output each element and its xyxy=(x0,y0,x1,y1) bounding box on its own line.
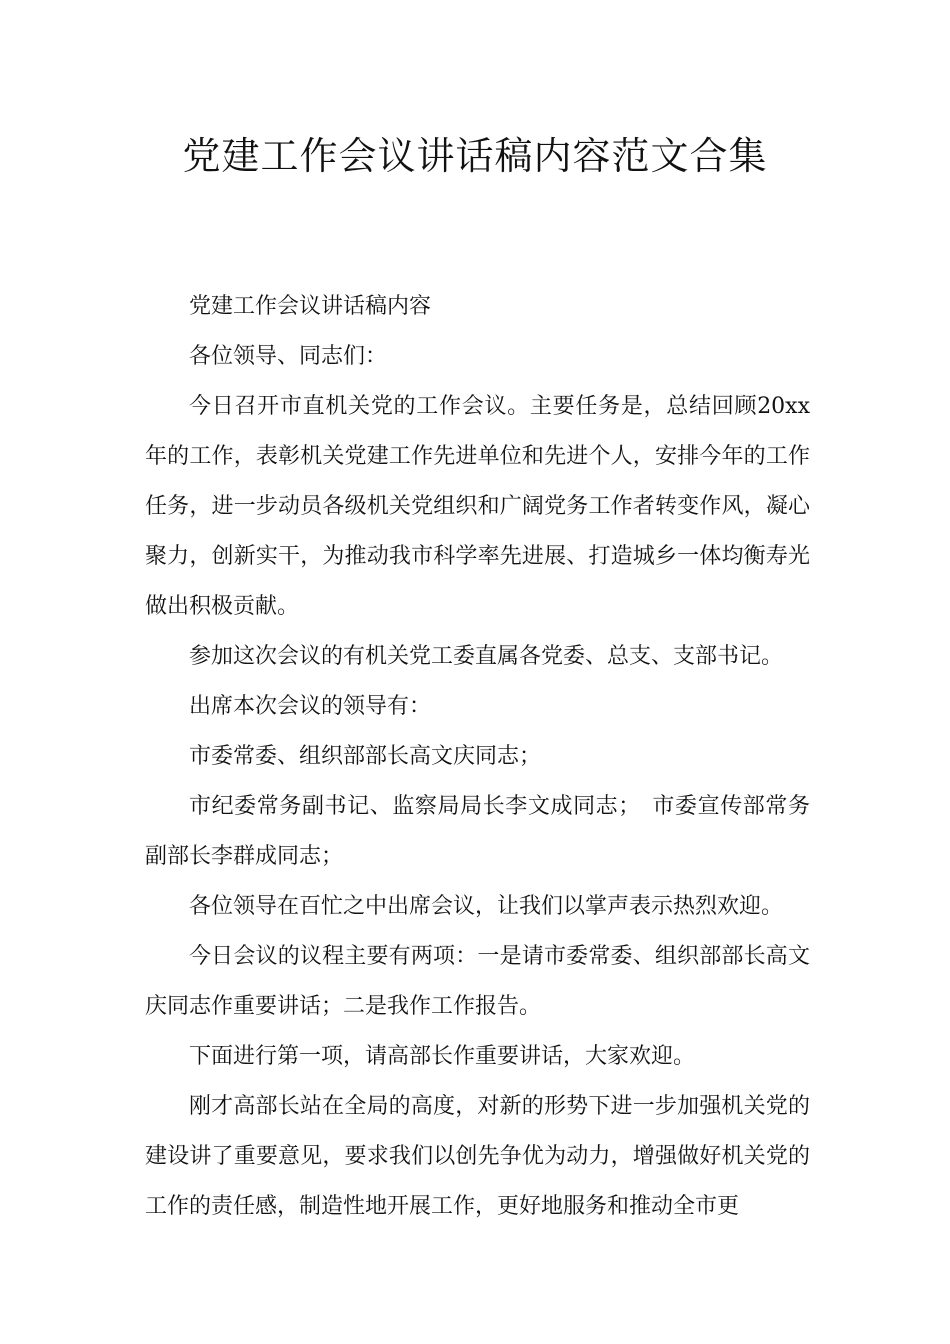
paragraph: 出席本次会议的领导有： xyxy=(189,694,432,719)
paragraph: 各位领导、同志们： xyxy=(189,344,388,369)
paragraph: 市纪委常务副书记、监察局局长李文成同志； 市委宣传部常务副部长李群成同志； xyxy=(145,794,810,869)
paragraph: 参加这次会议的有机关党工委直属各党委、总支、支部书记。 xyxy=(189,644,784,669)
document-body xyxy=(145,282,810,1232)
paragraph: 下面进行第一项，请高部长作重要讲话，大家欢迎。 xyxy=(189,1044,696,1069)
paragraph: 今日召开市直机关党的工作会议。主要任务是，总结回顾20xx年的工作，表彰机关党建工作先进单位和先进个人，安排今年的工作任务，进一步动员各级机关党组织和广阔党务工作者转变作风，凝心聚力，创新实干，为推动我市科学率先进展、打造城乡一体均衡寿光做出积极贡献。 xyxy=(145,394,810,619)
paragraph: 各位领导在百忙之中出席会议，让我们以掌声表示热烈欢迎。 xyxy=(189,894,784,919)
paragraph: 今日会议的议程主要有两项：一是请市委常委、组织部部长高文庆同志作重要讲话；二是我作工作报告。 xyxy=(145,944,810,1019)
paragraph: 市委常委、组织部部长高文庆同志； xyxy=(189,744,542,769)
paragraph: 刚才高部长站在全局的高度，对新的形势下进一步加强机关党的建设讲了重要意见，要求我们以创先争优为动力，增强做好机关党的工作的责任感，制造性地开展工作，更好地服务和推动全市更 xyxy=(145,1094,810,1219)
paragraph: 党建工作会议讲话稿内容 xyxy=(189,294,432,319)
document-title: 党建工作会议讲话稿内容范文合集 xyxy=(182,134,768,178)
